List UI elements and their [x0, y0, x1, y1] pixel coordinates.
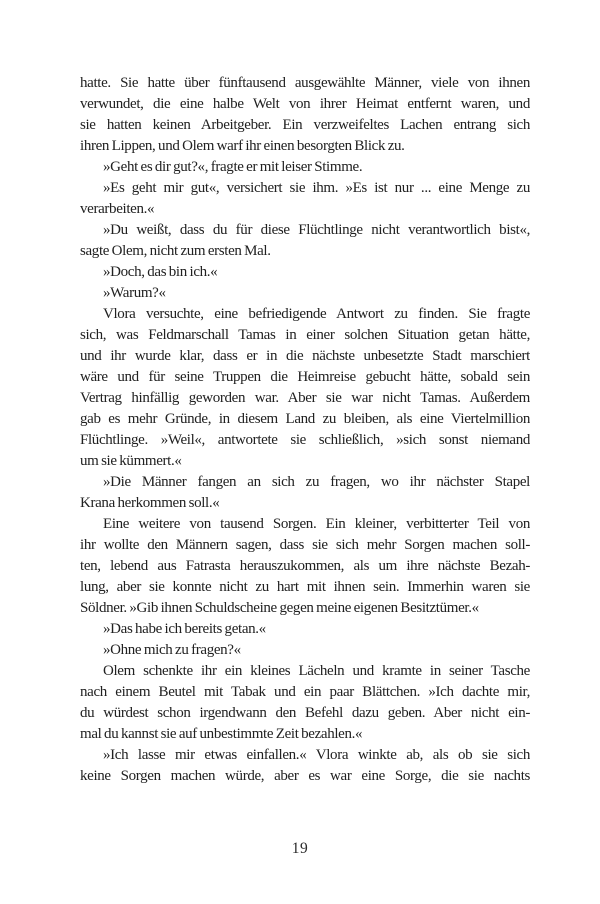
text-line: »Ich lasse mir etwas einfallen.« Vlora winkte ab, als ob sie sich: [103, 747, 530, 763]
text-line: du würdest schon irgendwann den Befehl dazu geben. Aber nicht ein-: [80, 705, 530, 721]
text-line: Vlora versuchte, eine befriedigende Antwort zu finden. Sie fragte: [103, 306, 530, 322]
text-line: lung, aber sie konnte nicht zu hart mit ihnen sein. Immerhin waren sie: [80, 579, 530, 595]
text-line: »Es geht mir gut«, versichert sie ihm. »Es ist nur ... eine Menge zu: [103, 180, 530, 196]
text-line: verwundet, die eine halbe Welt von ihrer Heimat entfernt waren, und: [80, 96, 530, 112]
text-line: Söldner. »Gib ihnen Schuldscheine gegen meine eigenen Besitztümer.«: [80, 600, 479, 616]
page-text: [80, 73, 530, 787]
page-number: 19: [291, 840, 309, 857]
text-line: »Du weißt, dass du für diese Flüchtlinge nicht verantwortlich bist«,: [103, 222, 530, 238]
text-line: ihr wollte den Männern sagen, dass sie sich mehr Sorgen machen soll-: [80, 537, 530, 553]
text-line: Eine weitere von tausend Sorgen. Ein kleiner, verbitterter Teil von: [103, 516, 530, 532]
text-line: »Doch, das bin ich.«: [103, 264, 218, 280]
text-line: verarbeiten.«: [80, 201, 155, 217]
text-line: »Ohne mich zu fragen?«: [103, 642, 241, 658]
text-line: »Die Männer fangen an sich zu fragen, wo ihr nächster Stapel: [103, 474, 530, 490]
text-line: Krana herkommen soll.«: [80, 495, 220, 511]
text-line: ihren Lippen, und Olem warf ihr einen besorgten Blick zu.: [80, 138, 405, 154]
text-line: Flüchtlinge. »Weil«, antwortete sie schließlich, »sich sonst niemand: [80, 432, 530, 448]
text-line: Olem schenkte ihr ein kleines Lächeln und kramte in seiner Tasche: [103, 663, 530, 679]
text-line: sie hatten keinen Arbeitgeber. Ein verzweifeltes Lachen entrang sich: [80, 117, 530, 133]
text-line: sagte Olem, nicht zum ersten Mal.: [80, 243, 271, 259]
text-line: mal du kannst sie auf unbestimmte Zeit bezahlen.«: [80, 726, 363, 742]
text-line: »Das habe ich bereits getan.«: [103, 621, 266, 637]
text-line: wäre und für seine Truppen die Heimreise gebucht hätte, sobald sein: [80, 369, 530, 385]
text-line: gab es mehr Gründe, in diesem Land zu bleiben, als eine Viertelmillion: [80, 411, 530, 427]
text-line: um sie kümmert.«: [80, 453, 182, 469]
text-line: »Warum?«: [103, 285, 166, 301]
text-line: Vertrag hinfällig geworden war. Aber sie war nicht Tamas. Außerdem: [80, 390, 530, 406]
text-line: nach einem Beutel mit Tabak und ein paar Blättchen. »Ich dachte mir,: [80, 684, 530, 700]
text-line: »Geht es dir gut?«, fragte er mit leiser Stimme.: [103, 159, 363, 175]
text-line: sich, was Feldmarschall Tamas in einer solchen Situation getan hätte,: [80, 327, 530, 343]
text-line: und ihr wurde klar, dass er in die nächste unbesetzte Stadt marschiert: [80, 348, 530, 364]
text-line: hatte. Sie hatte über fünftausend ausgewählte Männer, viele von ihnen: [80, 75, 530, 91]
text-line: ten, lebend aus Fatrasta herauszukommen, als um ihre nächste Bezah-: [80, 558, 530, 574]
text-line: keine Sorgen machen würde, aber es war eine Sorge, die sie nachts: [80, 768, 530, 784]
